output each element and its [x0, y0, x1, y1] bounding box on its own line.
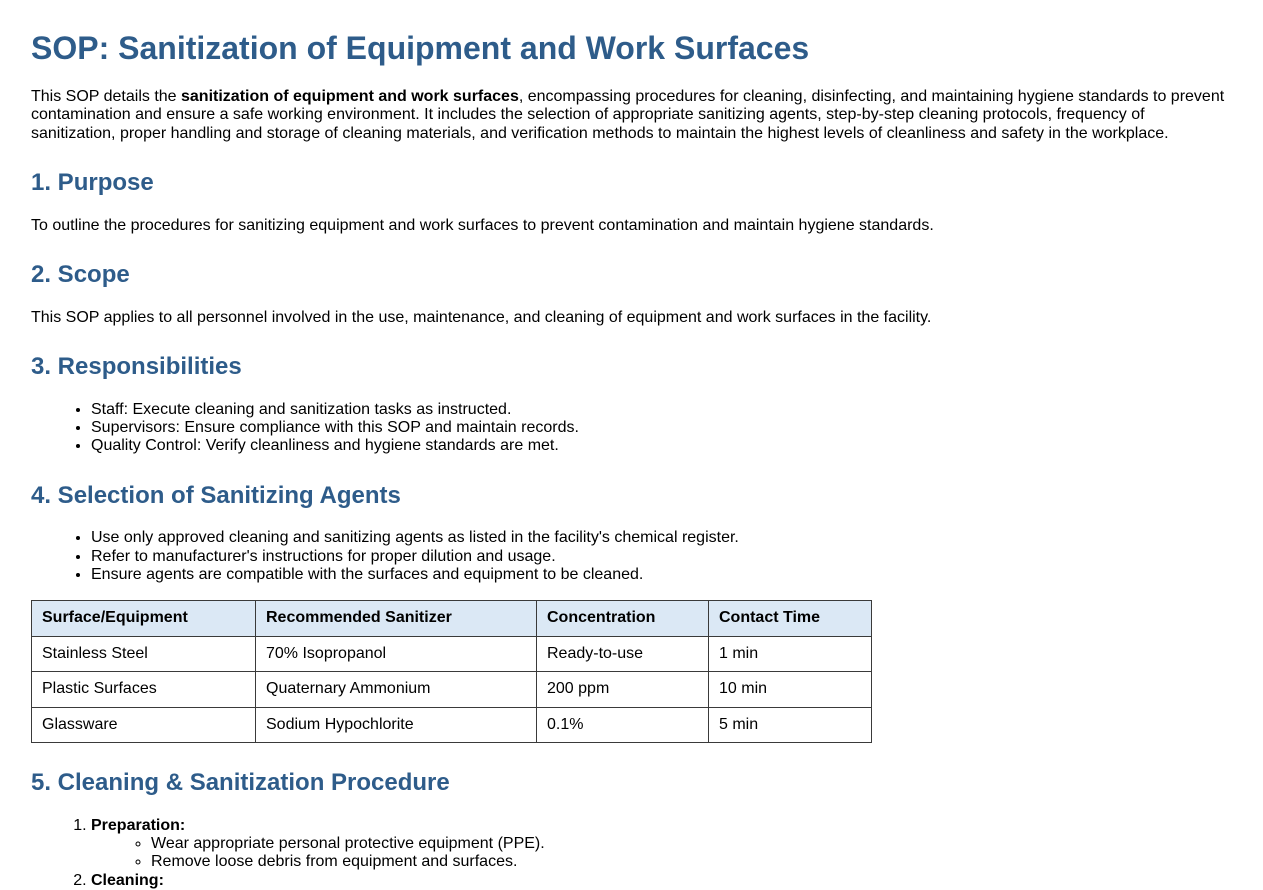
table-row — [32, 707, 872, 742]
list-item: • Staff: Execute cleaning and sanitization tasks as instructed. — [91, 401, 1232, 419]
table-cell: Ready-to-use — [537, 636, 709, 671]
section-heading-purpose: 1. Purpose — [31, 168, 154, 196]
purpose-text: To outline the procedures for sanitizing equipment and work surfaces to prevent contamination and maintain hygiene standards. — [31, 216, 934, 234]
table-cell: Glassware — [32, 707, 256, 742]
procedure-list — [31, 817, 1232, 890]
table-header-cell: Contact Time — [709, 601, 872, 636]
section-heading-agents: 4. Selection of Sanitizing Agents — [31, 481, 401, 509]
table-header-cell: Concentration — [537, 601, 709, 636]
scope-text: This SOP applies to all personnel involved in the use, maintenance, and cleaning of equipment and work surfaces in the facility. — [31, 308, 932, 326]
list-item: ◦ Remove loose debris from equipment and surfaces. — [151, 853, 1232, 871]
table-cell: 70% Isopropanol — [256, 636, 537, 671]
table-header-cell: Recommended Sanitizer — [256, 601, 537, 636]
table-cell: Plastic Surfaces — [32, 672, 256, 707]
list-item: • Ensure agents are compatible with the surfaces and equipment to be cleaned. — [91, 566, 1232, 584]
list-item: • Refer to manufacturer's instructions for proper dilution and usage. — [91, 548, 1232, 566]
preparation-substeps — [91, 835, 1232, 872]
intro-text-pre: This SOP details the — [31, 87, 181, 105]
intro-paragraph — [31, 88, 1232, 143]
table-cell: 1 min — [709, 636, 872, 671]
table-body — [32, 636, 872, 742]
agents-list — [31, 529, 1232, 584]
list-item: ◦ Wear appropriate personal protective equipment (PPE). — [151, 835, 1232, 853]
procedure-step-label: Cleaning: — [91, 871, 164, 889]
page-title: SOP: Sanitization of Equipment and Work Surfaces — [31, 30, 810, 66]
table-cell: 0.1% — [537, 707, 709, 742]
list-item: • Quality Control: Verify cleanliness and hygiene standards are met. — [91, 437, 1232, 455]
list-item: • Supervisors: Ensure compliance with this SOP and maintain records. — [91, 419, 1232, 437]
list-item: • Use only approved cleaning and sanitizing agents as listed in the facility's chemical register. — [91, 529, 1232, 547]
table-cell: Sodium Hypochlorite — [256, 707, 537, 742]
table-row — [32, 636, 872, 671]
responsibilities-list — [31, 401, 1232, 456]
table-row — [32, 672, 872, 707]
table-cell: Stainless Steel — [32, 636, 256, 671]
section-heading-responsibilities: 3. Responsibilities — [31, 352, 242, 380]
procedure-step-cleaning — [91, 872, 1232, 890]
table-cell: 200 ppm — [537, 672, 709, 707]
table-cell: 10 min — [709, 672, 872, 707]
procedure-step-preparation — [91, 817, 1232, 872]
table-header-row — [32, 601, 872, 636]
table-cell: 5 min — [709, 707, 872, 742]
section-heading-procedure: 5. Cleaning & Sanitization Procedure — [31, 769, 450, 797]
intro-text-post: , encompassing procedures for cleaning, disinfecting, and maintaining hygiene standards to prevent contamination and ensure a safe working environment. It includes the selection of appropriate sanitizing agents, step-by-step cleaning protocols, frequency of sanitization, proper handling and storage of cleaning materials, and verification methods to maintain the highest levels of cleanliness and safety in the workplace. — [31, 87, 1225, 142]
table-cell: Quaternary Ammonium — [256, 672, 537, 707]
sanitizer-table — [31, 600, 872, 743]
procedure-step-label: Preparation: — [91, 816, 186, 834]
intro-text-bold: sanitization of equipment and work surfaces — [181, 87, 519, 105]
section-heading-scope: 2. Scope — [31, 260, 130, 288]
table-header-cell: Surface/Equipment — [32, 601, 256, 636]
